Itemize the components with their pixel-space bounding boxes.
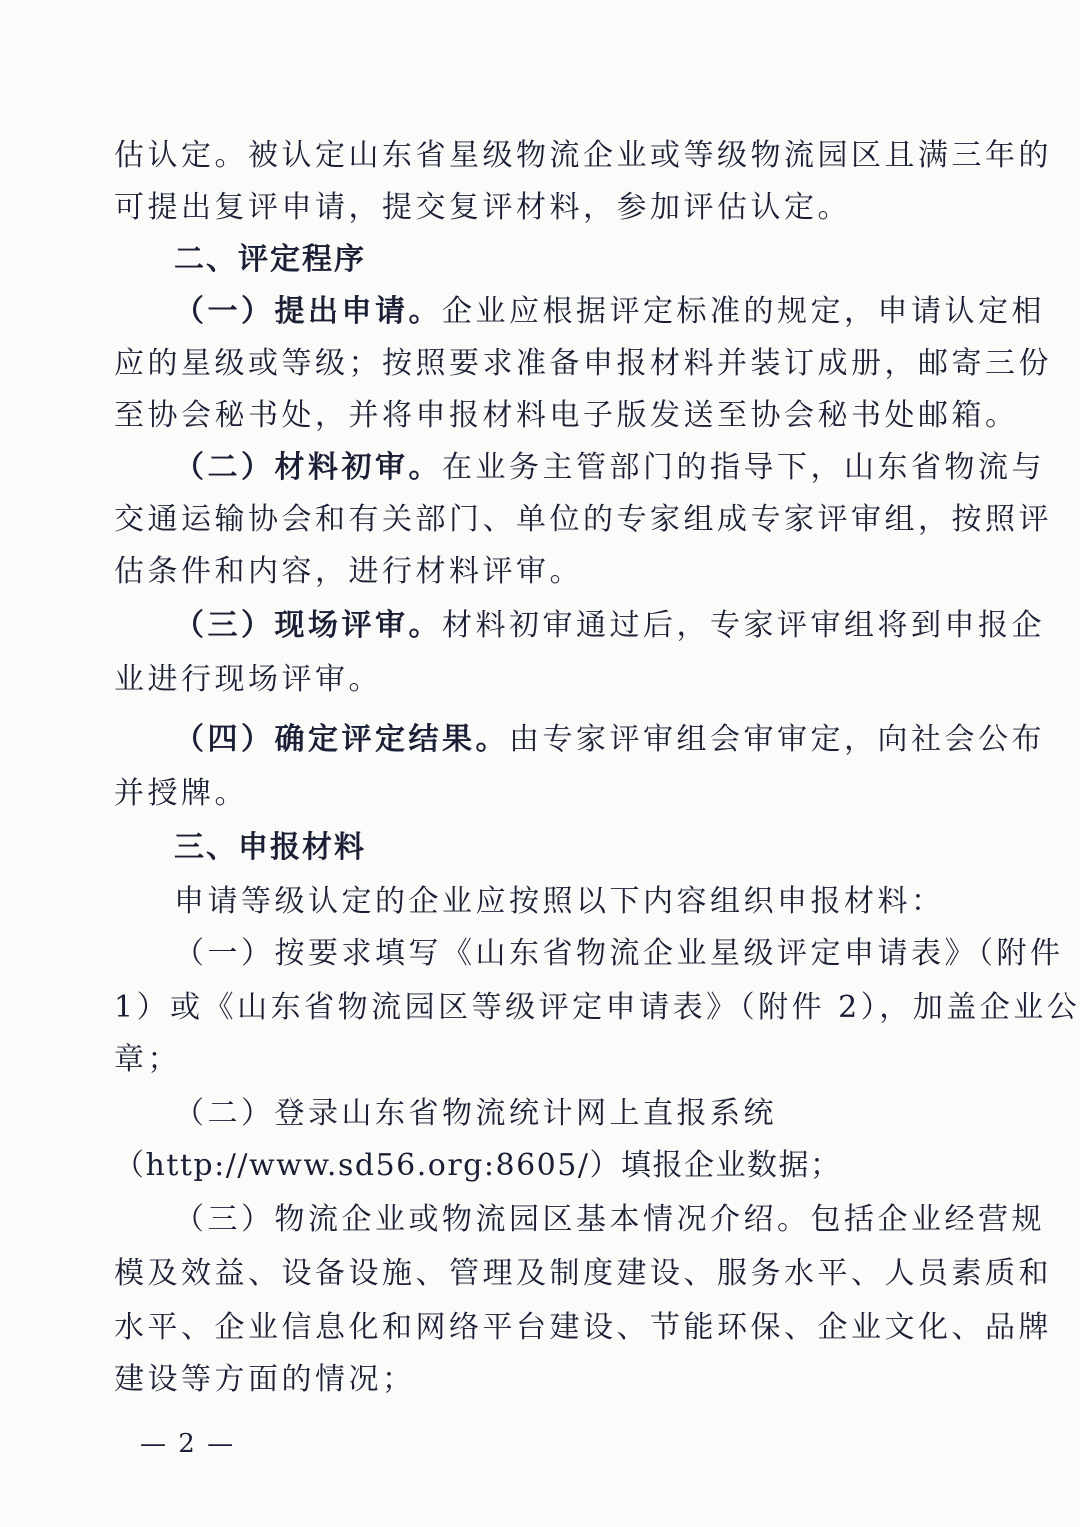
- paragraph-line: 模及效益、设备设施、管理及制度建设、服务水平、人员素质和: [114, 1256, 1052, 1291]
- section-heading: 三、申报材料: [174, 830, 366, 865]
- item-title: （三）现场评审。: [174, 608, 442, 643]
- paragraph-line: 建设等方面的情况；: [114, 1362, 416, 1397]
- paragraph-line: 业进行现场评审。: [114, 662, 382, 697]
- item-text: 材料初审通过后，专家评审组将到申报企: [442, 608, 1045, 643]
- paragraph-line: [174, 606, 1045, 646]
- item-title: （二）材料初审。: [174, 450, 442, 485]
- paragraph-line: 应的星级或等级；按照要求准备申报材料并装订成册，邮寄三份: [114, 346, 1052, 381]
- paragraph-line: 申请等级认定的企业应按照以下内容组织申报材料：: [174, 884, 945, 919]
- paragraph-line: 水平、企业信息化和网络平台建设、节能环保、企业文化、品牌: [114, 1310, 1052, 1345]
- page-number: — 2 —: [140, 1429, 236, 1459]
- paragraph-line: [174, 720, 1045, 760]
- paragraph-line: 章；: [114, 1042, 181, 1077]
- paragraph-line: [174, 292, 1045, 332]
- paragraph-line: （三）物流企业或物流园区基本情况介绍。包括企业经营规: [174, 1202, 1045, 1237]
- paragraph-line: 1）或《山东省物流园区等级评定申请表》（附件 2），加盖企业公: [114, 990, 1080, 1025]
- section-heading: 二、评定程序: [174, 242, 366, 277]
- paragraph-line: （http://www.sd56.org:8605/）填报企业数据；: [114, 1148, 842, 1183]
- paragraph-line: 估条件和内容，进行材料评审。: [114, 554, 583, 589]
- paragraph-line: 估认定。被认定山东省星级物流企业或等级物流园区且满三年的: [114, 138, 1052, 173]
- paragraph-line: [174, 448, 1045, 488]
- paragraph-line: 可提出复评申请，提交复评材料，参加评估认定。: [114, 190, 851, 225]
- item-text: 企业应根据评定标准的规定，申请认定相: [442, 294, 1045, 329]
- paragraph-line: （二）登录山东省物流统计网上直报系统: [174, 1096, 777, 1131]
- item-text: 在业务主管部门的指导下，山东省物流与: [442, 450, 1045, 485]
- paragraph-line: 并授牌。: [114, 776, 248, 811]
- item-title: （一）提出申请。: [174, 294, 442, 329]
- paragraph-line: 交通运输协会和有关部门、单位的专家组成专家评审组，按照评: [114, 502, 1052, 537]
- paragraph-line: 至协会秘书处，并将申报材料电子版发送至协会秘书处邮箱。: [114, 398, 1019, 433]
- item-title: （四）确定评定结果。: [174, 722, 509, 757]
- paragraph-line: （一）按要求填写《山东省物流企业星级评定申请表》（附件: [174, 936, 1064, 971]
- item-text: 由专家评审组会审审定，向社会公布: [509, 722, 1045, 757]
